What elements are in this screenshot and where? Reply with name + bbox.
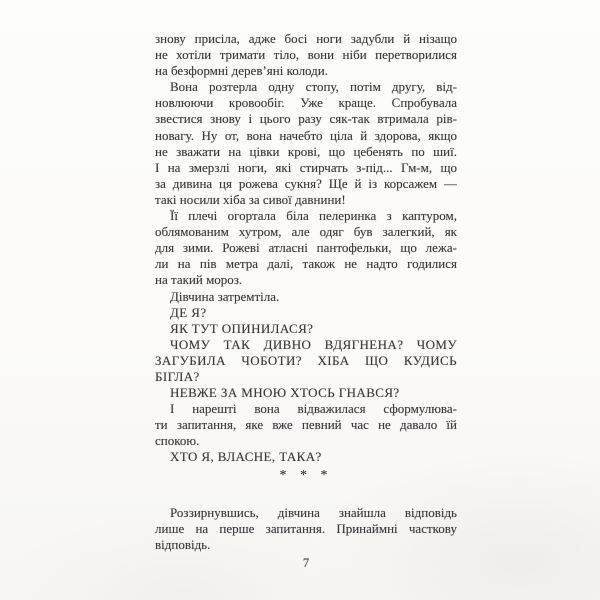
section-separator: * * * (279, 468, 333, 483)
text-line: ЯК ТУТ ОПИНИЛАСЯ? (170, 320, 314, 336)
text-line: ЧОМУ ТАК ДИВНО ВДЯГНЕНА? ЧОМУ (170, 336, 457, 352)
text-line: ХТО Я, ВЛАСНЕ, ТАКА? (170, 449, 322, 465)
text-line: новлюючи кровообіг. Уже краще. Спробувала (155, 95, 457, 111)
text-line: знову присіла, адже босі ноги задубли й нізащо (155, 31, 457, 46)
page-number: 7 (302, 556, 310, 570)
closing-text-block (155, 505, 457, 553)
text-line: для зими. Рожеві атласні пантофельки, що лежа- (155, 240, 457, 256)
text-line: БІГЛА? (155, 368, 200, 384)
text-line: облямованим хутром, але одяг був залегкий, як (155, 224, 457, 240)
text-line: лише на перше запитання. Принаймні часткову (155, 521, 457, 537)
text-line: НЕВЖЕ ЗА МНОЮ ХТОСЬ ГНАВСЯ? (170, 385, 400, 401)
text-line: ЗАГУБИЛА ЧОБОТИ? ХІБА ЩО КУДИСЬ (155, 352, 457, 368)
text-line: Роззирнувшись, дівчина знайшла відповідь (170, 505, 457, 520)
text-line: не хотіли тримати тіло, вони ніби перетворилися (155, 47, 457, 63)
main-text-block (155, 31, 457, 466)
text-line: такі носили хіба за сивої давнини! (155, 191, 346, 207)
text-line: за дивина ця рожева сукня? Ще й із корсажем — (155, 175, 457, 191)
text-line: Її плечі огортала біла пелеринка з каптуром, (170, 208, 457, 224)
text-line: І нарешті вона відважилася сформулюва- (170, 401, 457, 417)
text-line: ли на пів метра далі, також не надто годилися (155, 256, 457, 272)
text-line: на такий мороз. (155, 272, 243, 288)
text-line: Дівчина затремтіла. (170, 288, 280, 304)
text-line: Вона розтерла одну стопу, потім другу, від- (170, 79, 457, 95)
text-line: на безформні дерев’яні колоди. (155, 63, 329, 79)
text-line: звестися знову і цього разу сяк-так втримала рів- (155, 111, 457, 127)
text-line: спокою. (155, 433, 200, 449)
text-line: новагу. Ну от, вона начебто ціла й здорова, якщо (155, 127, 457, 143)
text-line: ти запитання, яке вже певний час не давало їй (155, 417, 457, 433)
text-line: І на змерзлі ноги, які стирчать з-під... Гм-м, що (155, 159, 457, 175)
text-line: не зважати на цівки крові, що цебенять по шиї. (155, 143, 457, 159)
text-line: ДЕ Я? (170, 304, 207, 320)
text-line: відповідь. (155, 537, 211, 553)
